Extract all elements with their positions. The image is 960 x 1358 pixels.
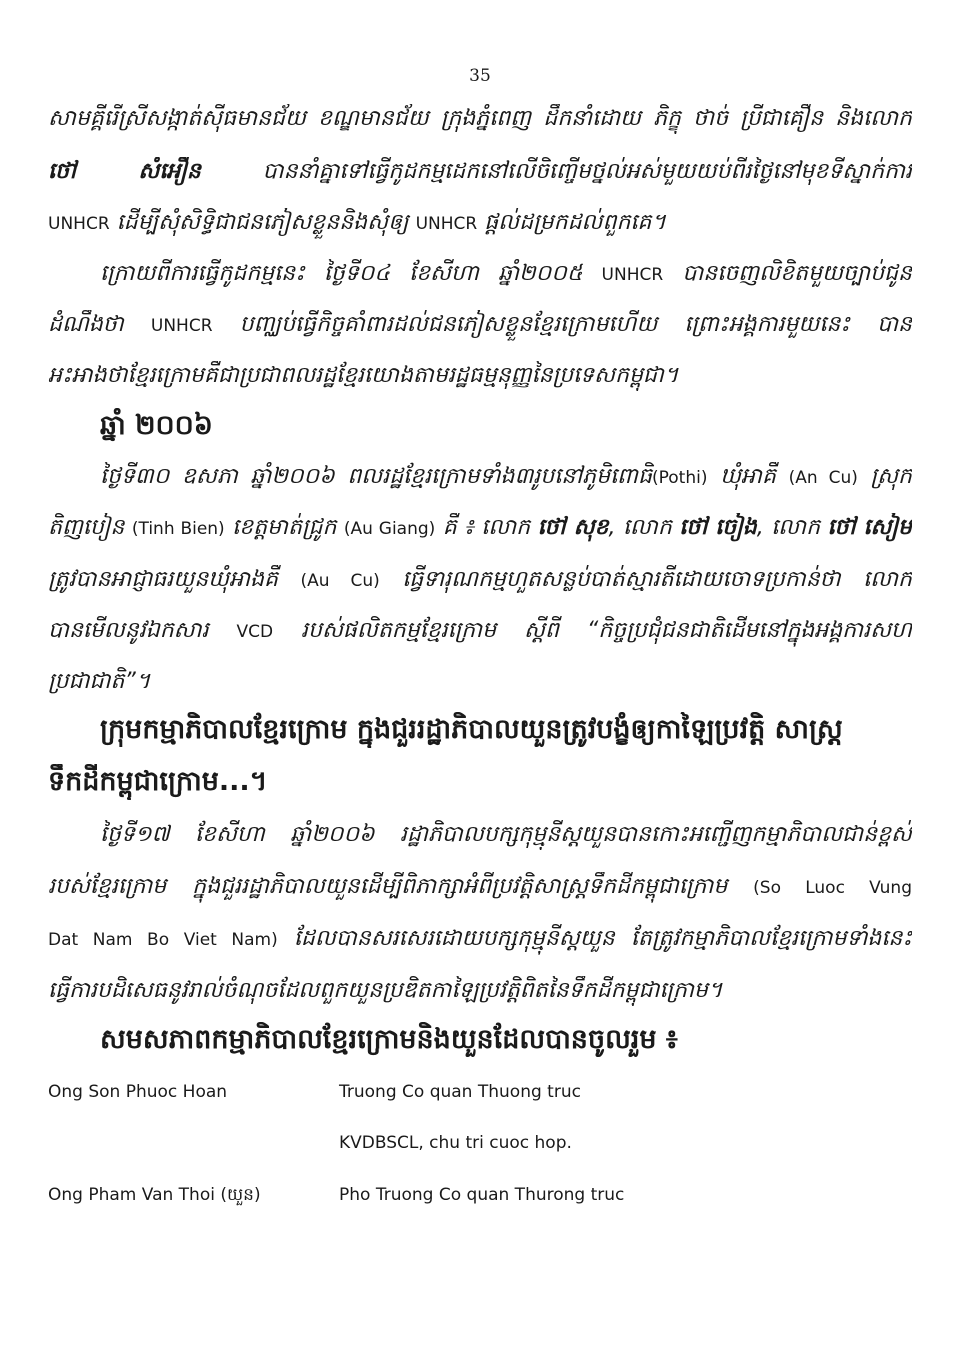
paragraph-line (48, 310, 912, 341)
line-text: ផ្ដល់ដម្រកដល់ពួកគេ។ (477, 210, 666, 235)
line-text: ស្រុក (857, 464, 912, 489)
line-text: អះអាងថាខ្មែរក្រោមគឺជាប្រជាពលរដ្ឋខ្មែរយោងតាមរដ្ឋធម្មនុញ្ញនៃប្រទេសកម្ពុជា។ (48, 363, 679, 388)
person-name: ថៅ សុខ (537, 515, 609, 540)
page-number: 35 (469, 66, 491, 86)
paragraph-line (48, 361, 912, 391)
paragraph-line (48, 667, 912, 697)
line-text: គឺ ៖ លោក (435, 515, 538, 540)
line-text: ក្រោយពីការធ្វើកូដកម្មនេះ ថ្ងៃទី០៤ ខែសីហា ឆ្នាំ២០០៥ (100, 261, 602, 286)
paragraph-line (48, 924, 912, 955)
member-role: Pho Truong Co quan Thurong truc (339, 1185, 625, 1205)
org-name: UNHCR (150, 316, 213, 336)
book-title: Dat Nam Bo Viet Nam) (48, 930, 278, 950)
section-heading: ក្រុមកម្មាភិបាលខ្មែរក្រោម ក្នុងជួររដ្ឋាភិបាលយួនត្រូវបង្ខំឲ្យកាឡៃប្រវត្តិ សាស្ត្រ (100, 714, 843, 745)
person-name: ថៅ សៀម (827, 515, 912, 540)
line-text: ឃុំអាគឺ (707, 464, 789, 489)
line-text: ខេត្តមាត់ជ្រូក (224, 515, 344, 540)
member-role: Truong Co quan Thuong truc (339, 1082, 581, 1102)
line-text: ត្រូវបានអាជ្ញាធរយួនឃុំអាងគឺ (48, 567, 301, 592)
place-name: (An Cu) (788, 468, 858, 488)
book-title: (So Luoc Vung (753, 878, 912, 898)
paragraph-line (48, 976, 912, 1006)
paragraph-line (48, 616, 912, 647)
line-text: ដំណឹងថា (48, 312, 151, 337)
line-text: របស់ផលិតកម្មខ្មែរក្រោម ស្ដីពី “កិច្ចប្រជុំជនជាតិដើមនៅក្នុងអង្គការសហ (273, 618, 912, 643)
place-name: (Pothi) (651, 468, 708, 488)
line-text: បានចេញលិខិតមួយច្បាប់ជូន (663, 261, 912, 286)
line-text: ដែលបានសរសេរដោយបក្សកុម្មុនីស្ដយួន តែត្រូវកម្មាភិបាលខ្មែរក្រោមទាំងនេះ (277, 926, 912, 951)
paragraph-line (48, 208, 912, 239)
line-text: ថ្ងៃទី១៧ ខែសីហា ឆ្នាំ២០០៦ រដ្ឋាភិបាលបក្សកុម្មុនីស្ដយួនបានកោះអញ្ជើញកម្មាភិបាលជាន់ខ្ពស់ (100, 822, 912, 847)
member-name: Ong Son Phuoc Hoan (48, 1082, 228, 1102)
paragraph-line (100, 259, 912, 290)
paragraph-line (100, 462, 912, 493)
org-name: UNHCR (601, 265, 664, 285)
members-heading: សមសភាពកម្មាភិបាលខ្មែរក្រោមនិងយួនដែលបានចូលរួម ៖ (100, 1024, 678, 1055)
line-text: , លោក (608, 515, 680, 540)
place-name: (Au Giang) (343, 519, 436, 539)
line-text: របស់ខ្មែរក្រោម ក្នុងជួររដ្ឋាភិបាលយួនដើម្បីពិភាក្សាអំពីប្រវត្តិសាស្ត្រទឹកដីកម្ពុជាក្រោម (48, 874, 754, 899)
line-text: សាមគ្គីរើស្រីសង្កាត់ស៊ីធមានជ័យ ខណ្ឌមានជ័យ ក្រុងភ្នំពេញ ដឹកនាំដោយ ភិក្ខុ ថាច់ ប្រីជាគឿន និងលោក (48, 106, 912, 131)
member-name: Ong Pham Van Thoi (យួន) (48, 1185, 261, 1205)
line-text: ថ្ងៃទី៣០ ឧសភា ឆ្នាំ២០០៦ ពលរដ្ឋខ្មែរក្រោមទាំង៣រូបនៅភូមិពោធិ (100, 464, 652, 489)
line-text: , លោក (756, 515, 828, 540)
line-text: ធ្វើទារុណកម្មហួតសន្លប់បាត់ស្មារតីដោយចោទប្រកាន់ថា លោក (379, 567, 912, 592)
paragraph-line (48, 565, 912, 596)
line-text: បាននាំគ្នាទៅធ្វើកូដកម្មដេកនៅលើចិញ្ចើមថ្នល់អស់មួយយប់ពីរថ្ងៃនៅមុខទីស្នាក់ការ (262, 159, 912, 184)
member-role: KVDBSCL, chu tri cuoc hop. (339, 1133, 572, 1153)
place-name: (Tinh Bien) (131, 519, 225, 539)
person-name: ថៅ ចៀង (679, 515, 757, 540)
line-text: តិញបៀន (48, 515, 132, 540)
section-heading: ទឹកដីកម្ពុជាក្រោម...។ (48, 766, 268, 797)
line-text: ដើម្បីសុំសិទ្ធិជាជនភៀសខ្លួននិងសុំឲ្យ (109, 210, 416, 235)
place-name: (Au Cu) (300, 571, 380, 591)
paragraph-line (100, 820, 912, 850)
line-text: ធ្វើការបដិសេធនូវរាល់ចំណុចដែលពួកយួនប្រឌិតកាឡៃប្រវត្តិពិតនៃទឹកដីកម្ពុជាក្រោម។ (48, 978, 723, 1003)
org-name: UNHCR (415, 214, 478, 234)
paragraph-line (48, 104, 912, 134)
media-name: VCD (236, 622, 274, 642)
person-name: ថៅ សំអឿន (48, 159, 201, 184)
paragraph-line (48, 157, 912, 187)
org-name: UNHCR (48, 214, 110, 234)
paragraph-line (48, 872, 912, 903)
line-text: បញ្ឈប់ធ្វើកិច្ចគាំពារដល់ជនភៀសខ្លួនខ្មែរក្រោមហើយ ព្រោះអង្គការមួយនេះ បាន (212, 312, 912, 337)
line-text: បានមើលនូវឯកសារ (48, 618, 237, 643)
year-heading: ឆ្នាំ ២០០៦ (100, 410, 213, 441)
paragraph-line (48, 513, 912, 544)
line-text: ប្រជាជាតិ”។ (48, 669, 151, 694)
